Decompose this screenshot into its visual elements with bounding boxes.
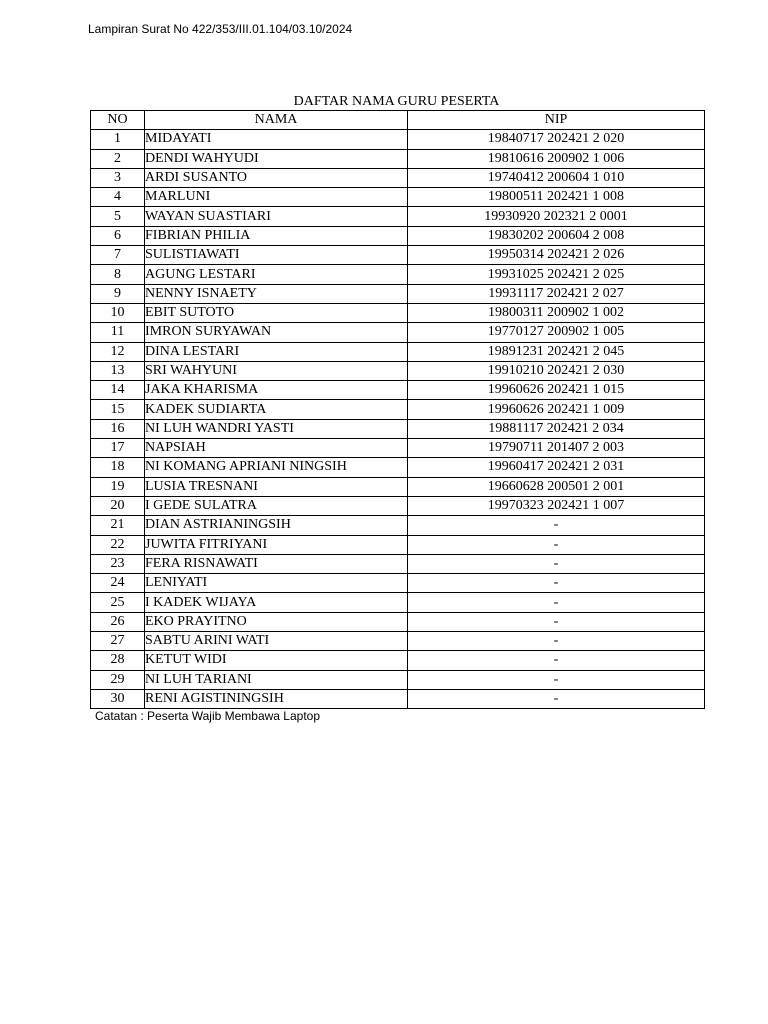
teacher-name: LENIYATI <box>145 574 408 593</box>
row-number: 20 <box>91 496 145 515</box>
row-number: 18 <box>91 458 145 477</box>
letter-reference: Lampiran Surat No 422/353/III.01.104/03.10/2024 <box>88 22 353 36</box>
teacher-nip: 19740412 200604 1 010 <box>408 168 705 187</box>
table-row <box>91 323 705 342</box>
row-number: 4 <box>91 188 145 207</box>
table-row <box>91 554 705 573</box>
teacher-name: MIDAYATI <box>145 130 408 149</box>
teacher-nip: - <box>408 612 705 631</box>
teacher-nip: 19800311 200902 1 002 <box>408 303 705 322</box>
teacher-nip: 19960626 202421 1 015 <box>408 381 705 400</box>
teacher-name: NAPSIAH <box>145 439 408 458</box>
table-row <box>91 188 705 207</box>
table-row <box>91 246 705 265</box>
row-number: 22 <box>91 535 145 554</box>
teacher-nip: - <box>408 554 705 573</box>
row-number: 14 <box>91 381 145 400</box>
teacher-nip: 19950314 202421 2 026 <box>408 246 705 265</box>
teacher-nip: - <box>408 651 705 670</box>
table-row <box>91 439 705 458</box>
teacher-name: SRI WAHYUNI <box>145 361 408 380</box>
teacher-name: RENI AGISTININGSIH <box>145 689 408 708</box>
row-number: 3 <box>91 168 145 187</box>
teacher-name: SULISTIAWATI <box>145 246 408 265</box>
teacher-name: FERA RISNAWATI <box>145 554 408 573</box>
table-row <box>91 651 705 670</box>
teacher-name: NI KOMANG APRIANI NINGSIH <box>145 458 408 477</box>
table-row <box>91 477 705 496</box>
teacher-nip: 19910210 202421 2 030 <box>408 361 705 380</box>
teacher-nip: 19970323 202421 1 007 <box>408 496 705 515</box>
row-number: 27 <box>91 632 145 651</box>
teacher-name: LUSIA TRESNANI <box>145 477 408 496</box>
table-body <box>91 130 705 709</box>
document-title: DAFTAR NAMA GURU PESERTA <box>293 94 500 109</box>
teacher-name: SABTU ARINI WATI <box>145 632 408 651</box>
teacher-name: NENNY ISNAETY <box>145 284 408 303</box>
teacher-nip: 19931117 202421 2 027 <box>408 284 705 303</box>
footnote: Catatan : Peserta Wajib Membawa Laptop <box>95 709 321 723</box>
row-number: 15 <box>91 400 145 419</box>
teacher-nip: - <box>408 535 705 554</box>
teacher-nip: - <box>408 689 705 708</box>
table-row <box>91 419 705 438</box>
teacher-nip: 19931025 202421 2 025 <box>408 265 705 284</box>
table-row <box>91 496 705 515</box>
table-row <box>91 226 705 245</box>
teacher-name: JAKA KHARISMA <box>145 381 408 400</box>
table-row <box>91 612 705 631</box>
table-row <box>91 516 705 535</box>
row-number: 5 <box>91 207 145 226</box>
teacher-name: EBIT SUTOTO <box>145 303 408 322</box>
teacher-name: DENDI WAHYUDI <box>145 149 408 168</box>
teacher-nip: - <box>408 593 705 612</box>
teacher-nip: 19840717 202421 2 020 <box>408 130 705 149</box>
table-row <box>91 130 705 149</box>
row-number: 7 <box>91 246 145 265</box>
table-row <box>91 458 705 477</box>
teacher-name: NI LUH WANDRI YASTI <box>145 419 408 438</box>
teacher-name: ARDI SUSANTO <box>145 168 408 187</box>
table-row <box>91 381 705 400</box>
column-header-no: NO <box>91 111 145 130</box>
table-row <box>91 689 705 708</box>
row-number: 16 <box>91 419 145 438</box>
teacher-nip: 19960417 202421 2 031 <box>408 458 705 477</box>
teacher-nip: - <box>408 516 705 535</box>
table-header-row <box>91 111 705 130</box>
teacher-name: NI LUH TARIANI <box>145 670 408 689</box>
row-number: 10 <box>91 303 145 322</box>
teacher-nip: 19790711 201407 2 003 <box>408 439 705 458</box>
teacher-name: I GEDE SULATRA <box>145 496 408 515</box>
table-row <box>91 361 705 380</box>
row-number: 17 <box>91 439 145 458</box>
table-row <box>91 632 705 651</box>
teacher-nip: 19800511 202421 1 008 <box>408 188 705 207</box>
table-row <box>91 207 705 226</box>
table-row <box>91 574 705 593</box>
table-row <box>91 303 705 322</box>
row-number: 6 <box>91 226 145 245</box>
row-number: 11 <box>91 323 145 342</box>
row-number: 21 <box>91 516 145 535</box>
row-number: 2 <box>91 149 145 168</box>
row-number: 1 <box>91 130 145 149</box>
teacher-nip: 19770127 200902 1 005 <box>408 323 705 342</box>
table-row <box>91 342 705 361</box>
table-row <box>91 535 705 554</box>
teacher-name: KETUT WIDI <box>145 651 408 670</box>
table-row <box>91 284 705 303</box>
row-number: 9 <box>91 284 145 303</box>
table-row <box>91 593 705 612</box>
teacher-name: AGUNG LESTARI <box>145 265 408 284</box>
teacher-name: JUWITA FITRIYANI <box>145 535 408 554</box>
teacher-name: WAYAN SUASTIARI <box>145 207 408 226</box>
teacher-name: FIBRIAN PHILIA <box>145 226 408 245</box>
row-number: 30 <box>91 689 145 708</box>
row-number: 12 <box>91 342 145 361</box>
teacher-name: EKO PRAYITNO <box>145 612 408 631</box>
table-row <box>91 168 705 187</box>
teacher-nip: 19881117 202421 2 034 <box>408 419 705 438</box>
teacher-nip: 19660628 200501 2 001 <box>408 477 705 496</box>
row-number: 28 <box>91 651 145 670</box>
teacher-name: I KADEK WIJAYA <box>145 593 408 612</box>
column-header-nama: NAMA <box>145 111 408 130</box>
row-number: 13 <box>91 361 145 380</box>
table-row <box>91 265 705 284</box>
teacher-nip: 19930920 202321 2 0001 <box>408 207 705 226</box>
table-row <box>91 149 705 168</box>
teacher-nip: 19830202 200604 2 008 <box>408 226 705 245</box>
teacher-nip: - <box>408 670 705 689</box>
participant-table <box>90 110 705 709</box>
table-row <box>91 670 705 689</box>
table-row <box>91 400 705 419</box>
row-number: 29 <box>91 670 145 689</box>
row-number: 23 <box>91 554 145 573</box>
column-header-nip: NIP <box>408 111 705 130</box>
row-number: 19 <box>91 477 145 496</box>
teacher-nip: 19960626 202421 1 009 <box>408 400 705 419</box>
teacher-name: KADEK SUDIARTA <box>145 400 408 419</box>
teacher-nip: - <box>408 632 705 651</box>
teacher-nip: 19810616 200902 1 006 <box>408 149 705 168</box>
teacher-name: DINA LESTARI <box>145 342 408 361</box>
teacher-nip: 19891231 202421 2 045 <box>408 342 705 361</box>
row-number: 26 <box>91 612 145 631</box>
row-number: 8 <box>91 265 145 284</box>
teacher-name: DIAN ASTRIANINGSIH <box>145 516 408 535</box>
teacher-nip: - <box>408 574 705 593</box>
teacher-name: IMRON SURYAWAN <box>145 323 408 342</box>
row-number: 24 <box>91 574 145 593</box>
row-number: 25 <box>91 593 145 612</box>
teacher-name: MARLUNI <box>145 188 408 207</box>
